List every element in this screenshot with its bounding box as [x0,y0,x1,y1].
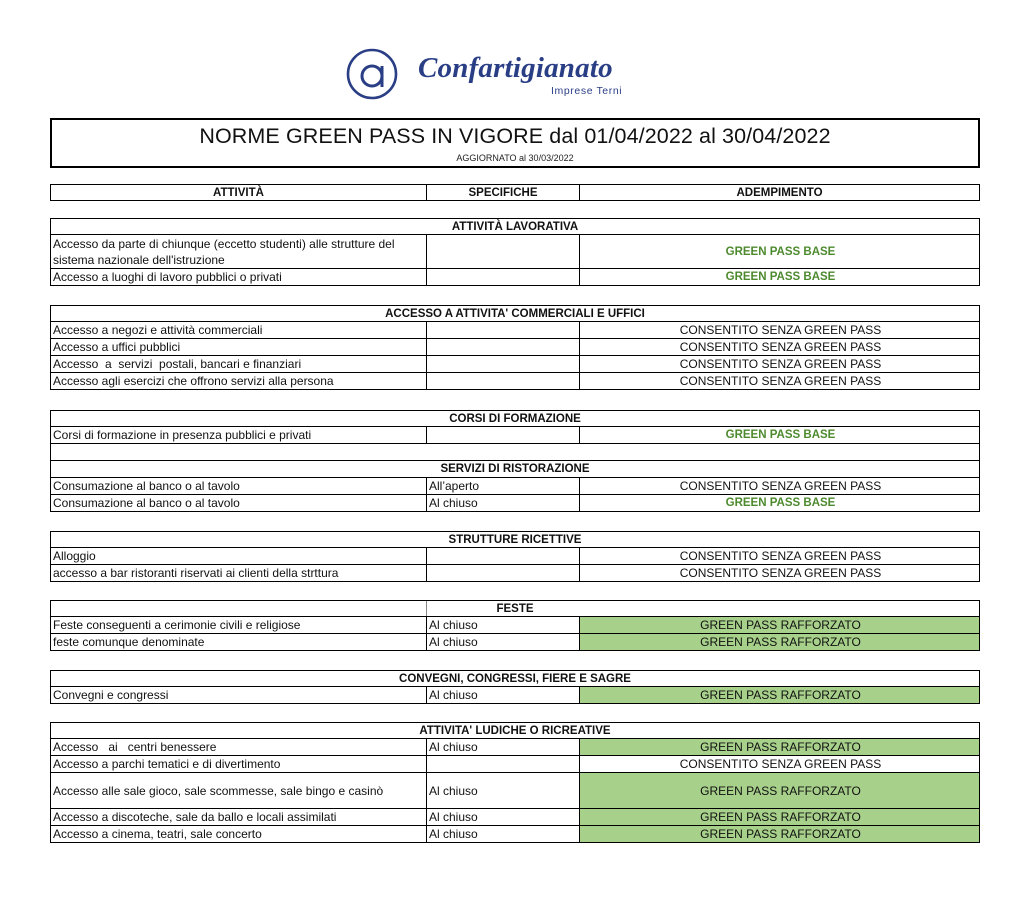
table-row [50,617,980,634]
activity-cell: Accesso a cinema, teatri, sale concerto [53,827,262,841]
activity-cell: feste comunque denominate [53,635,205,649]
section-feste [50,600,980,651]
activity-cell: Accesso da parte di chiunque (eccetto studenti) alle strutture del sistema nazionale dell'istruzione [53,237,395,267]
section-title: CONVEGNI, CONGRESSI, FIERE E SAGRE [399,672,631,685]
table-row [50,235,980,269]
section-attivita-commerciali [50,305,980,390]
spec-cell: Al chiuso [426,617,579,633]
spec-cell [426,269,579,285]
section-attivita-lavorativa [50,218,980,286]
section-title: FESTE [496,602,534,615]
title-box [50,118,980,168]
spec-cell [426,339,579,355]
logo-mark-icon [346,48,398,100]
spec-cell [426,548,579,564]
spec-cell [426,235,579,268]
spec-cell: Al chiuso [426,826,579,842]
requirement-cell: CONSENTITO SENZA GREEN PASS [579,356,979,372]
activity-cell: Consumazione al banco o al tavolo [53,479,240,493]
header-requirement: ADEMPIMENTO [579,185,979,200]
requirement-cell: GREEN PASS RAFFORZATO [579,773,979,808]
spec-cell: All’aperto [426,478,579,494]
spec-cell [426,322,579,338]
requirement-cell: CONSENTITO SENZA GREEN PASS [579,756,979,772]
activity-cell: Accesso a uffici pubblici [53,340,181,354]
spec-cell: Al chiuso [426,739,579,755]
requirement-cell: CONSENTITO SENZA GREEN PASS [579,339,979,355]
activity-cell: Consumazione al banco o al tavolo [53,496,240,510]
spec-cell: Al chiuso [426,809,579,825]
section-ristorazione [50,461,980,512]
requirement-cell: GREEN PASS RAFFORZATO [579,687,979,703]
logo-subtitle: Imprese Terni [551,85,623,97]
header-activity: ATTIVITÀ [213,186,264,199]
spec-cell [426,356,579,372]
confartigianato-logo [346,48,646,104]
section-title: ATTIVITA' LUDICHE O RICREATIVE [419,724,611,737]
requirement-cell: GREEN PASS RAFFORZATO [579,617,979,633]
activity-cell: accesso a bar ristoranti riservati ai clienti della strttura [53,566,339,580]
section-attivita-ludiche [50,722,980,843]
requirement-cell: GREEN PASS BASE [579,235,979,268]
table-row-empty [50,444,980,461]
table-row [50,565,980,582]
table-row [50,478,980,495]
activity-cell: Accesso agli esercizi che offrono servizi alla persona [53,374,334,388]
requirement-cell: GREEN PASS BASE [579,427,979,443]
activity-cell: Accesso ai centri benessere [53,740,217,754]
activity-cell: Feste conseguenti a cerimonie civili e religiose [53,618,301,632]
activity-cell: Convegni e congressi [53,688,169,702]
activity-cell: Accesso a negozi e attività commerciali [53,323,263,337]
spec-cell: Al chiuso [426,773,579,808]
activity-cell: Accesso a servizi postali, bancari e finanziari [53,357,302,371]
table-row [50,634,980,651]
table-row [50,495,980,512]
header-specifics: SPECIFICHE [426,185,579,200]
section-title: ATTIVITÀ LAVORATIVA [451,220,579,233]
section-strutture-ricettive [50,531,980,582]
activity-cell: Corsi di formazione in presenza pubblici e privati [53,428,312,442]
section-title: STRUTTURE RICETTIVE [448,533,582,546]
table-row [50,269,980,286]
section-convegni [50,670,980,704]
requirement-cell: GREEN PASS RAFFORZATO [579,739,979,755]
table-row [50,809,980,826]
spec-cell [426,427,579,443]
spec-cell [426,373,579,389]
table-row [50,826,980,843]
spec-cell: Al chiuso [426,634,579,650]
updated-date: AGGIORNATO al 30/03/2022 [456,153,574,163]
table-row [50,756,980,773]
spec-cell: Al chiuso [426,687,579,703]
activity-cell: Accesso a discoteche, sale da ballo e locali assimilati [53,810,337,824]
table-row [50,687,980,704]
section-title: SERVIZI DI RISTORAZIONE [440,463,590,475]
logo-brand: Confartigianato [418,52,613,84]
table-row [50,548,980,565]
activity-cell: Alloggio [53,549,96,563]
spec-cell [426,565,579,581]
page-title: NORME GREEN PASS IN VIGORE dal 01/04/2022 al 30/04/2022 [199,124,831,148]
requirement-cell: CONSENTITO SENZA GREEN PASS [579,478,979,494]
section-title: ACCESSO A ATTIVITA' COMMERCIALI E UFFICI [385,307,645,320]
table-row [50,773,980,809]
table-row [50,356,980,373]
spec-cell: Al chiuso [426,495,579,511]
table-row [50,427,980,444]
requirement-cell: GREEN PASS BASE [579,269,979,285]
activity-cell: Accesso alle sale gioco, sale scommesse, sale bingo e casinò [53,783,384,798]
requirement-cell: GREEN PASS RAFFORZATO [579,809,979,825]
table-row [50,373,980,390]
requirement-cell: CONSENTITO SENZA GREEN PASS [579,548,979,564]
requirement-cell: CONSENTITO SENZA GREEN PASS [579,322,979,338]
requirement-cell: CONSENTITO SENZA GREEN PASS [579,373,979,389]
table-row [50,739,980,756]
requirement-cell: CONSENTITO SENZA GREEN PASS [579,565,979,581]
activity-cell: Accesso a parchi tematici e di divertimento [53,757,281,771]
spec-cell [426,756,579,772]
activity-cell: Accesso a luoghi di lavoro pubblici o privati [53,270,282,284]
requirement-cell: GREEN PASS RAFFORZATO [579,634,979,650]
requirement-cell: GREEN PASS BASE [579,495,979,511]
column-header [50,184,980,201]
section-title: CORSI DI FORMAZIONE [449,412,581,425]
section-corsi-formazione [50,410,980,461]
table-row [50,339,980,356]
table-row [50,322,980,339]
requirement-cell: GREEN PASS RAFFORZATO [579,826,979,842]
